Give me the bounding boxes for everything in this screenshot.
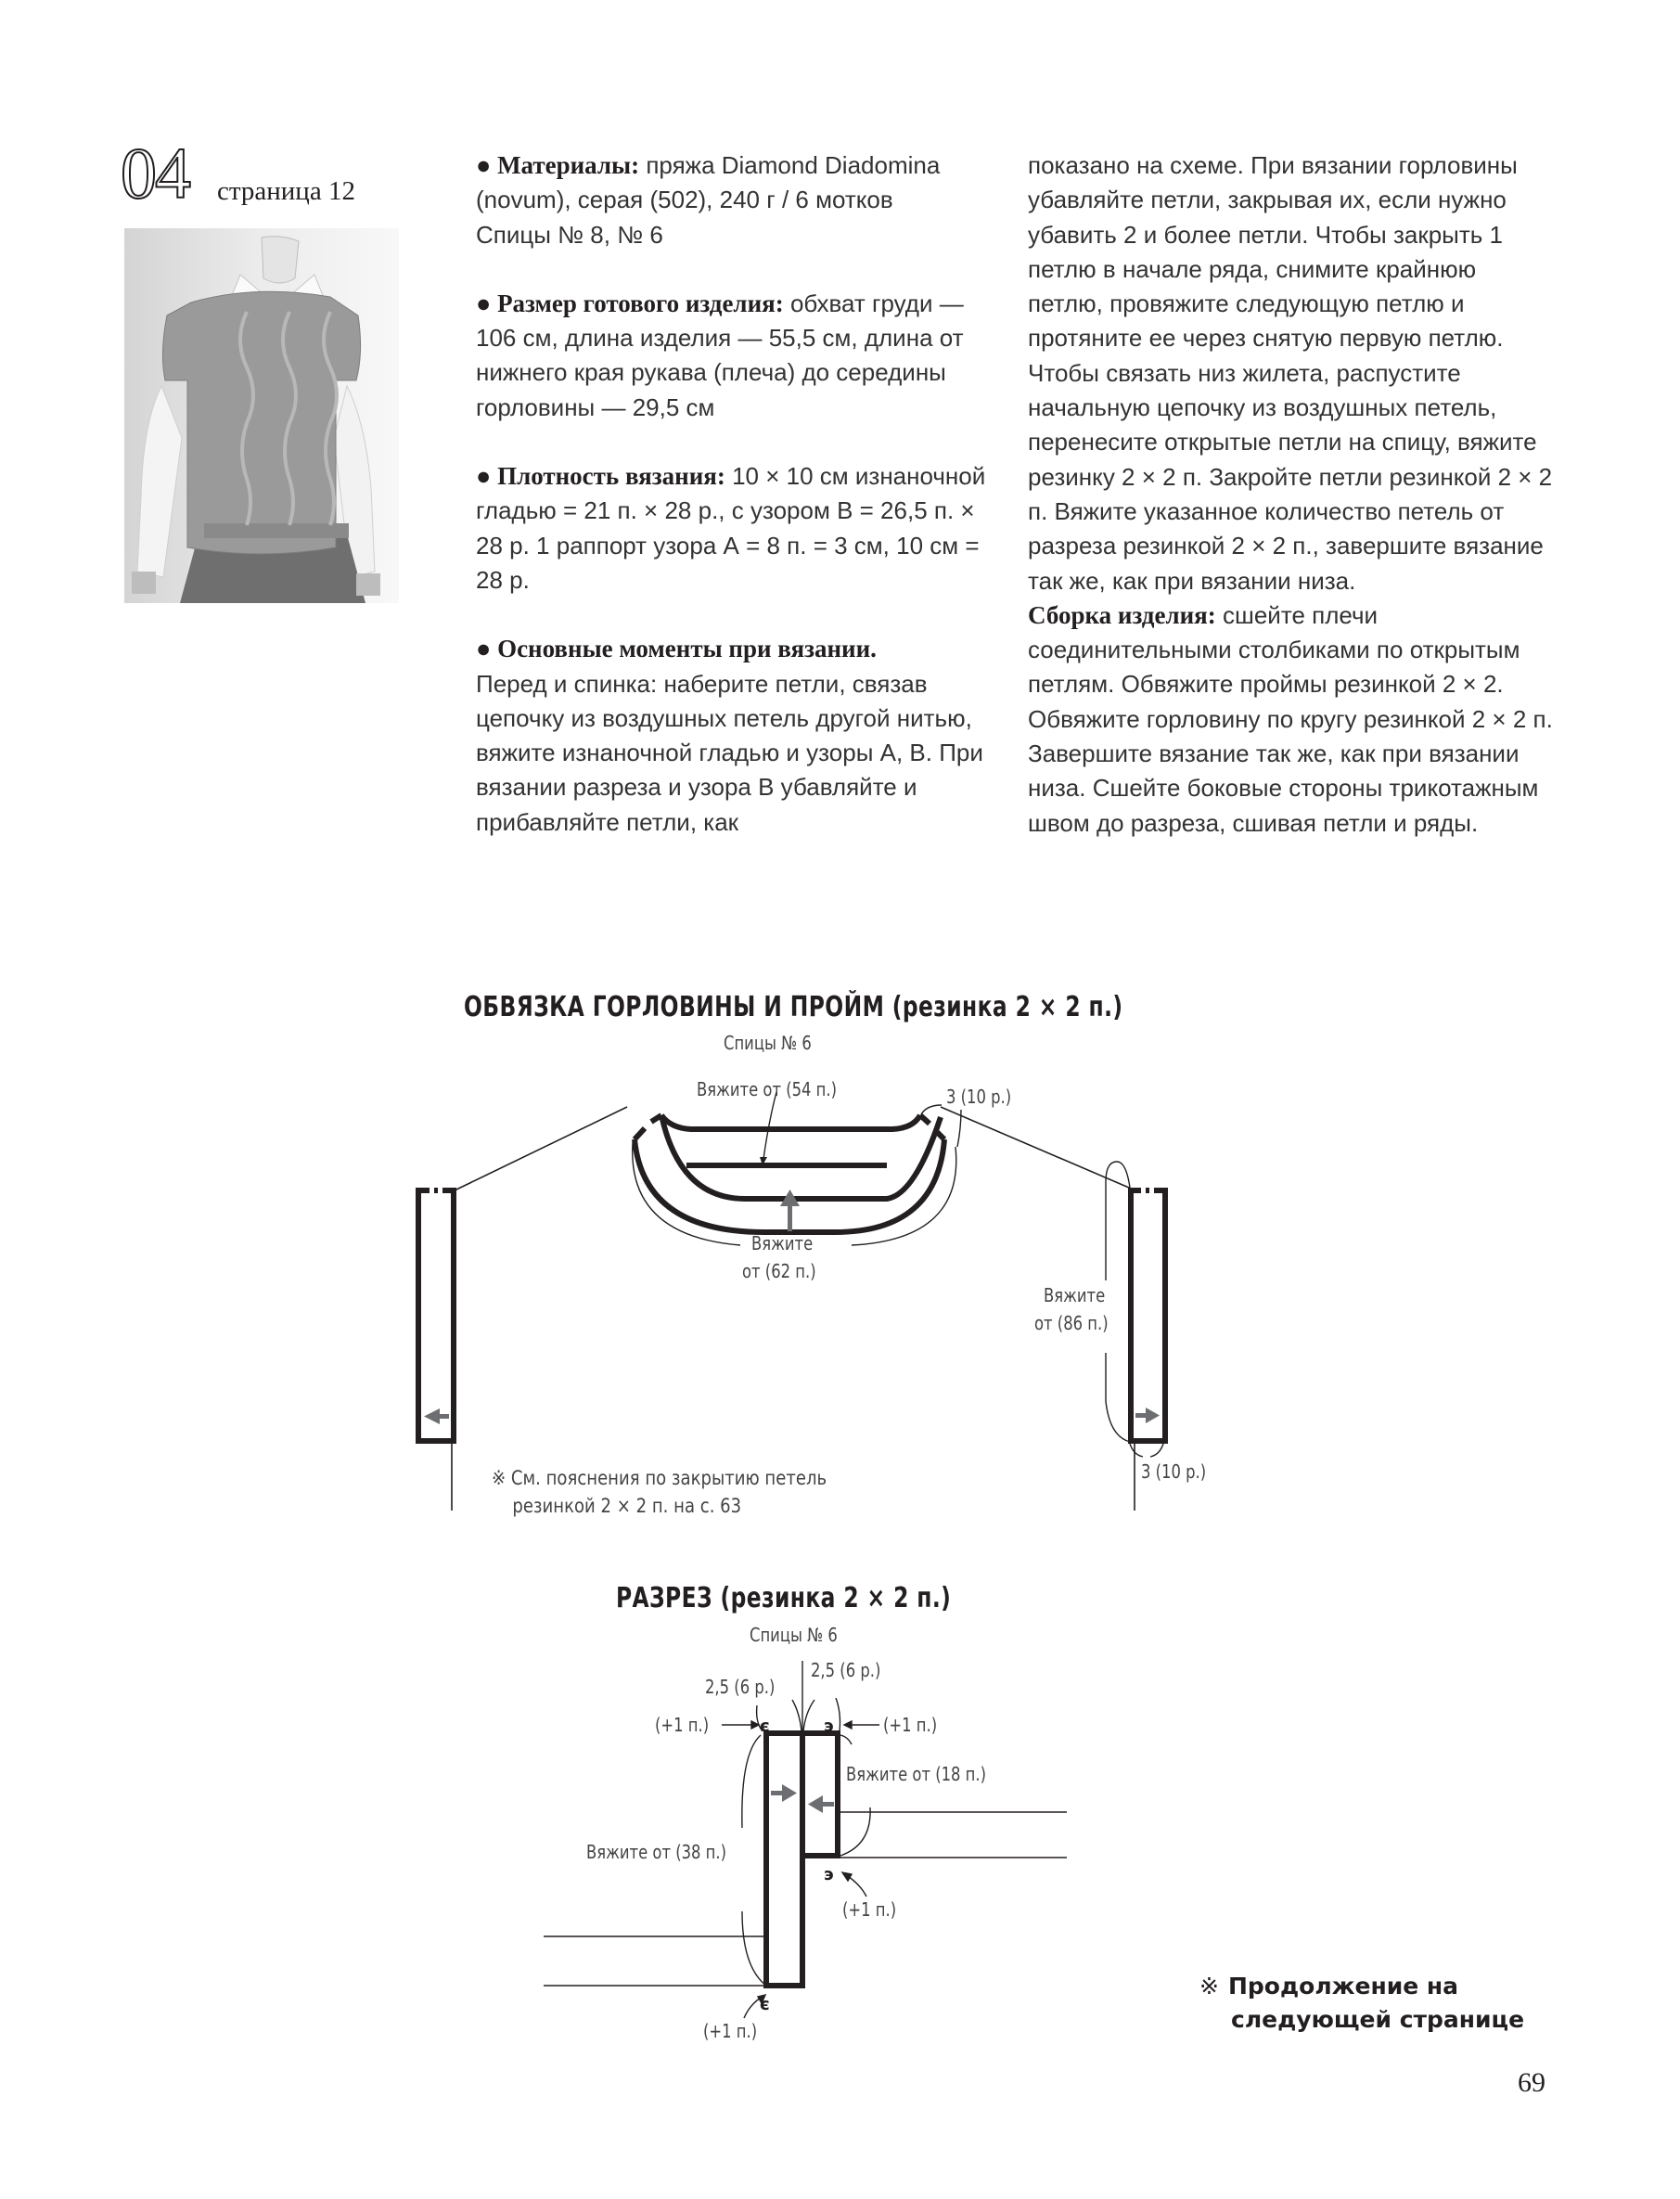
neck-diagram-title: ОБВЯЗКА ГОРЛОВИНЫ И ПРОЙМ (резинка 2 × 2 п.) bbox=[464, 991, 1123, 1023]
label-pick-up-left: Вяжите от (38 п.) bbox=[586, 1841, 727, 1863]
label-inc-top-right: (+1 п.) bbox=[883, 1714, 938, 1736]
gauge-text: 10 × 10 см изнаночной гладью = 21 п. × 28 р., с узором В = 26,5 п. × 28 р. 1 раппорт узора А = 8 п. = 3 см, 10 см = 28 р. bbox=[476, 462, 986, 594]
key-points-heading: Основные моменты при вязании. bbox=[497, 635, 877, 663]
continued-note bbox=[1199, 1970, 1524, 2037]
key-points-continued: показано на схеме. При вязании горловины убавляйте петли, закрывая их, если нужно убавить 2 и более петли. Чтобы закрыть 1 петлю в начале ряда, снимите крайнюю петлю, провяжите следующую петлю и протяните ее через снятую первую петлю. Чтобы связать низ жилета, распустите начальную цепочку из воздушных петель, перенесите открытые петли на спицу, вяжите резинку 2 × 2 п. Закройте петли резинкой 2 × 2 п. Вяжите указанное количество петель от разреза резинкой 2 × 2 п., завершите вязание так же, как при вязании низа. bbox=[1028, 151, 1553, 595]
bullet-icon: ● bbox=[476, 151, 492, 179]
label-back-neck: Вяжите от (54 п.) bbox=[697, 1078, 838, 1100]
svg-text:є: є bbox=[760, 1717, 770, 1736]
label-left-height: 2,5 (6 р.) bbox=[705, 1676, 776, 1698]
slit-diagram-needles: Спицы № 6 bbox=[750, 1624, 838, 1646]
pattern-number: 04 bbox=[121, 133, 189, 213]
continued-line-1: Продолжение на bbox=[1227, 1973, 1459, 2000]
note-mark-icon: ※ bbox=[492, 1467, 507, 1489]
materials-heading: Материалы: bbox=[497, 151, 640, 179]
svg-text:э: э bbox=[824, 1865, 834, 1884]
continued-line-2: следующей странице bbox=[1231, 2006, 1525, 2033]
svg-text:є: є bbox=[760, 1995, 770, 2014]
slit-diagram-title: РАЗРЕЗ (резинка 2 × 2 п.) bbox=[616, 1582, 952, 1614]
label-neck-band-height: 3 (10 р.) bbox=[946, 1086, 1012, 1108]
page-number: 69 bbox=[1518, 2067, 1545, 2098]
label-inc-top-left: (+1 п.) bbox=[655, 1714, 710, 1736]
size-heading: Размер готового изделия: bbox=[497, 289, 784, 317]
bullet-icon: ● bbox=[476, 289, 492, 317]
label-armhole-band: 3 (10 р.) bbox=[1141, 1460, 1207, 1483]
label-right-height: 2,5 (6 р.) bbox=[811, 1659, 881, 1681]
note-line-2: резинкой 2 × 2 п. на с. 63 bbox=[512, 1495, 742, 1517]
arrow-right-icon bbox=[771, 1791, 784, 1795]
bullet-icon: ● bbox=[476, 462, 492, 491]
arrow-left-icon bbox=[821, 1802, 834, 1807]
needles-text: Спицы № 8, № 6 bbox=[476, 220, 663, 249]
label-armhole-1: Вяжите bbox=[1044, 1284, 1106, 1306]
bullet-icon: ● bbox=[476, 635, 492, 663]
note-line-1: См. пояснения по закрытию петель bbox=[510, 1467, 827, 1489]
label-inc-mid: (+1 п.) bbox=[842, 1898, 897, 1921]
assembly-heading: Сборка изделия: bbox=[1028, 600, 1216, 629]
materials-text: пряжа Diamond Diadomina (novum), серая (502), 240 г / 6 мотков bbox=[476, 151, 941, 214]
key-points-text: Перед и спинка: наберите петли, связав цепочку из воздушных петель другой нитью, вяжите изнаночной гладью и узоры А, В. При вязании разреза и узора В убавляйте и прибавляйте петли, как bbox=[476, 669, 983, 836]
gauge-heading: Плотность вязания: bbox=[497, 462, 725, 491]
label-pick-up-right: Вяжите от (18 п.) bbox=[846, 1763, 987, 1785]
assembly-text: сшейте плечи соединительными столбиками по открытым петлям. Обвяжите проймы резинкой 2 × 2. Обвяжите горловину по кругу резинкой 2 × 2 п. Завершите вязание так же, как при вязании низа. Сшейте боковые стороны трикотажным швом до разреза, сшивая петли и ряды. bbox=[1028, 600, 1553, 837]
label-armhole-2: от (86 п.) bbox=[1034, 1312, 1109, 1334]
svg-text:э: э bbox=[824, 1717, 834, 1736]
label-front-neck-1: Вяжите bbox=[751, 1232, 814, 1254]
label-front-neck-2: от (62 п.) bbox=[742, 1260, 816, 1282]
label-inc-bottom: (+1 п.) bbox=[703, 2020, 758, 2042]
neck-diagram-needles: Спицы № 6 bbox=[724, 1032, 812, 1054]
size-text: обхват груди — 106 см, длина изделия — 55,5 см, длина от нижнего края рукава (плеча) до середины горловины — 29,5 см bbox=[476, 289, 964, 421]
page-reference: страница 12 bbox=[217, 176, 355, 206]
note-mark-icon: ※ bbox=[1199, 1973, 1219, 2000]
